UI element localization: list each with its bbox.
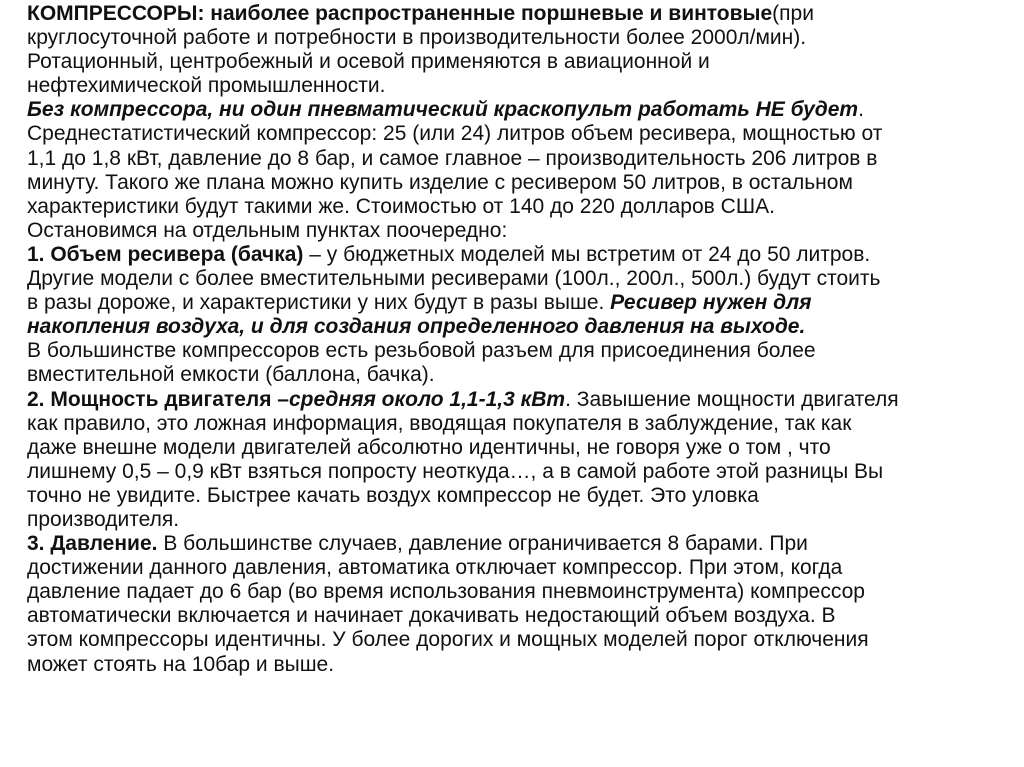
text-run: минуту. Такого же плана можно купить изделие с ресивером 50 литров, в остальном bbox=[27, 170, 853, 194]
text-run: давление падает до 6 бар (во время использования пневмоинструмента) компрессор bbox=[27, 580, 865, 604]
text-line bbox=[27, 460, 899, 484]
text-run: . Завышение мощности двигателя bbox=[565, 387, 899, 411]
slide-body-text bbox=[27, 2, 899, 677]
emphasis-run: накопления воздуха, и для создания определенного давления на выходе. bbox=[27, 315, 806, 339]
text-line bbox=[27, 267, 899, 291]
text-line bbox=[27, 388, 899, 412]
text-line bbox=[27, 508, 899, 532]
text-line bbox=[27, 243, 899, 267]
text-run: в разы дороже, и характеристики у них будут в разы выше. bbox=[27, 291, 611, 315]
text-line bbox=[27, 147, 899, 171]
text-run: даже внешне модели двигателей абсолютно идентичны, не говоря уже о том , что bbox=[27, 435, 831, 459]
text-line bbox=[27, 74, 899, 98]
text-line bbox=[27, 2, 899, 26]
emphasis-run: 2. Мощность двигателя – bbox=[27, 387, 289, 411]
text-line bbox=[27, 339, 899, 363]
text-line bbox=[27, 219, 899, 243]
text-line bbox=[27, 436, 899, 460]
text-run: вместительной емкости (баллона, бачка). bbox=[27, 363, 435, 387]
text-line bbox=[27, 604, 899, 628]
text-run: производителя. bbox=[27, 507, 180, 531]
text-run: – у бюджетных моделей мы встретим от 24 до 50 литров. bbox=[303, 242, 871, 266]
text-line bbox=[27, 50, 899, 74]
emphasis-run: Без компрессора, ни один пневматический краскопульт работать НЕ будет bbox=[27, 98, 859, 122]
text-line bbox=[27, 556, 899, 580]
text-run: точно не увидите. Быстрее качать воздух компрессор не будет. Это уловка bbox=[27, 483, 759, 507]
text-line bbox=[27, 628, 899, 652]
text-run: может стоять на 10бар и выше. bbox=[27, 652, 335, 676]
emphasis-run: Ресивер нужен для bbox=[610, 291, 812, 315]
text-run: круглосуточной работе и потребности в производительности более 2000л/мин). bbox=[27, 26, 807, 50]
emphasis-run: 3. Давление. bbox=[27, 532, 158, 556]
text-run: как правило, это ложная информация, вводящая покупателя в заблуждение, так как bbox=[27, 411, 852, 435]
text-line bbox=[27, 98, 899, 122]
text-line bbox=[27, 291, 899, 315]
text-run: Ротационный, центробежный и осевой применяются в авиационной и bbox=[27, 50, 710, 74]
text-run: характеристики будут такими же. Стоимостью от 140 до 220 долларов США. bbox=[27, 194, 775, 218]
text-line bbox=[27, 26, 899, 50]
text-line bbox=[27, 412, 899, 436]
text-run: В большинстве случаев, давление ограничивается 8 барами. При bbox=[157, 532, 808, 556]
text-run: Остановимся на отдельным пунктах поочередно: bbox=[27, 218, 508, 242]
text-run: 1,1 до 1,8 кВт, давление до 8 бар, и самое главное – производительность 206 литров в bbox=[27, 146, 878, 170]
text-line bbox=[27, 122, 899, 146]
text-line bbox=[27, 484, 899, 508]
text-line bbox=[27, 653, 899, 677]
emphasis-run: средняя около 1,1-1,3 кВт bbox=[288, 387, 566, 411]
text-run: (при bbox=[772, 2, 814, 25]
text-run: автоматически включается и начинает докачивать недостающий объем воздуха. В bbox=[27, 604, 836, 628]
text-run: . bbox=[858, 98, 864, 122]
text-run: Другие модели с более вместительными ресиверами (100л., 200л., 500л.) будут стоить bbox=[27, 267, 881, 291]
emphasis-run: КОМПРЕССОРЫ: наиболее распространенные поршневые и винтовые bbox=[27, 2, 773, 25]
text-line bbox=[27, 580, 899, 604]
text-run: Среднестатистический компрессор: 25 (или 24) литров объем ресивера, мощностью от bbox=[27, 122, 883, 146]
text-run: В большинстве компрессоров есть резьбовой разъем для присоединения более bbox=[27, 339, 816, 363]
text-line bbox=[27, 315, 899, 339]
text-run: достижении данного давления, автоматика отключает компрессор. При этом, когда bbox=[27, 556, 843, 580]
text-line bbox=[27, 363, 899, 387]
text-run: лишнему 0,5 – 0,9 кВт взяться попросту неоткуда…, а в самой работе этой разницы Вы bbox=[27, 459, 884, 483]
text-run: этом компрессоры идентичны. У более дорогих и мощных моделей порог отключения bbox=[27, 628, 869, 652]
text-line bbox=[27, 532, 899, 556]
text-line bbox=[27, 195, 899, 219]
emphasis-run: 1. Объем ресивера (бачка) bbox=[27, 242, 304, 266]
text-line bbox=[27, 171, 899, 195]
text-run: нефтехимической промышленности. bbox=[27, 74, 386, 98]
